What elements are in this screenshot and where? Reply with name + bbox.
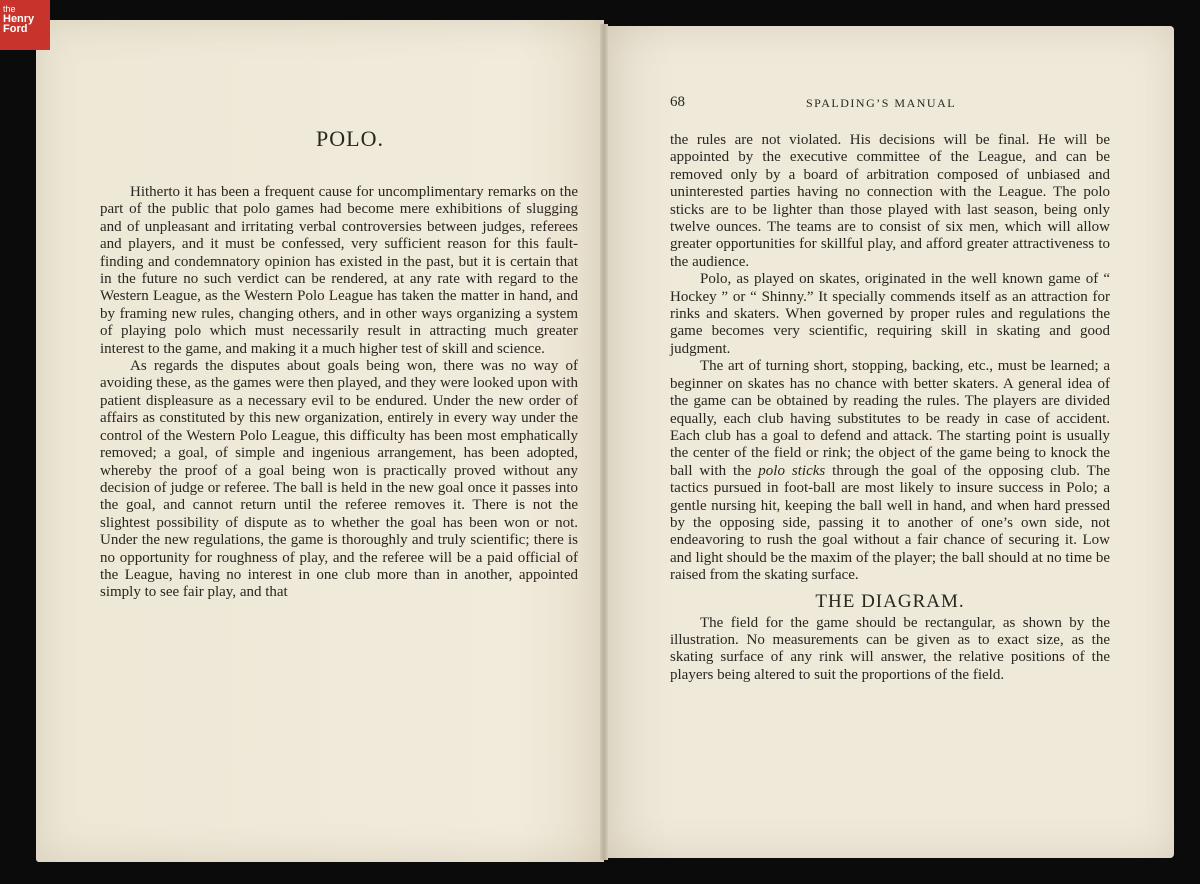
right-paragraph-1: the rules are not violated. His decisions will be final. He will be appointed by the executive committee of the League, and can be removed only by a board of arbitration composed of unbiased and uninterested parties having no connection with the League. The polo sticks are to be lighter than those played with last season, being only twelve ounces. The teams are to consist of six men, which will allow greater opportunities for skillful play, and afford greater attractiveness to the audience. [670, 132, 1110, 270]
right-page-body [670, 132, 1110, 684]
right-paragraph-2: Polo, as played on skates, originated in the well known game of “ Hockey ” or “ Shinny.” It specially commends itself as an attraction for rinks and skaters. When governed by proper rules and regulations the game becomes very scientific, requiring skill in skating and good judgment. [670, 271, 1110, 357]
logo-line-henry: Henry [3, 13, 35, 25]
left-page [36, 20, 604, 862]
right-paragraph-3-before: The art of turning short, stopping, backing, etc., must be learned; a beginner on skates has no chance with better skaters. A general idea of the game can be obtained by reading the rules. The players are divided equally, each club having substitutes to be ready in case of accident. Each club has a goal to defend and attack. The starting point is usually the center of the field or rink; the object of the game being to knock the ball with the [670, 358, 1110, 479]
right-paragraph-3-after: through the goal of the opposing club. The tactics pursued in foot-ball are most likely to insure success in Polo; a gentle nursing hit, keeping the ball well in hand, and when hard pressed by the opposing side, passing it to another of one’s own side, not endeavoring to rush the goal without a fair chance of securing it. Low and light should be the maxim of the player; the ball should at no time be raised from the skating surface. [670, 462, 1110, 584]
polo-sticks-italic: polo sticks [758, 462, 826, 479]
page-title: POLO. [316, 126, 384, 151]
book-gutter [600, 24, 608, 860]
running-title: SPALDING’S MANUAL [806, 96, 957, 110]
right-paragraph-4: The field for the game should be rectangular, as shown by the illustration. No measurements can be given as to exact size, as the skating surface of any rink will answer, the relative positions of the players being altered to suit the proportions of the field. [670, 614, 1110, 683]
page-number: 68 [670, 94, 685, 110]
section-title-diagram: THE DIAGRAM. [815, 590, 965, 612]
logo-line-the: the [3, 4, 16, 14]
henry-ford-logo [0, 0, 50, 50]
logo-line-ford: Ford [3, 23, 28, 35]
right-page [604, 26, 1174, 858]
left-paragraph-2: As regards the disputes about goals being won, there was no way of avoiding these, as the games were then played, and they were looked upon with patient displeasure as a necessary evil to be endured. Under the new order of affairs as constituted by this new organization, entirely in every way under the control of the Western Polo League, this difficulty has been most emphatically removed; a goal, of simple and ingenious arrangement, has been adopted, whereby the proof of a goal being won is practically proved without any decision of judge or referee. The ball is held in the new goal once it passes into the goal, and cannot return until the referee removes it. There is not the slightest possibility of dispute as to whether the goal has been won or not. Under the new regulations, the game is thoroughly and truly scientific; there is no opportunity for roughness of play, and the referee will be a paid official of the League, having no interest in one club more than in another, appointed simply to see fair play, and that [100, 358, 578, 601]
right-paragraph-3 [670, 358, 1110, 584]
left-paragraph-1: Hitherto it has been a frequent cause for uncomplimentary remarks on the part of the public that polo games had become mere exhibitions of slugging and of unpleasant and irritating verbal controversies between judges, referees and players, and it must be confessed, very sufficient reason for this fault-finding and condemnatory opinion has existed in the past, but it is certain that in the future no such verdict can be rendered, at any rate with regard to the Western League, as the Western Polo League has taken the matter in hand, and by framing new rules, changing others, and in other ways organizing a system of playing polo which must necessarily result in attracting much greater interest to the game, and making it a much higher test of skill and science. [100, 184, 578, 357]
left-page-body [100, 184, 578, 602]
